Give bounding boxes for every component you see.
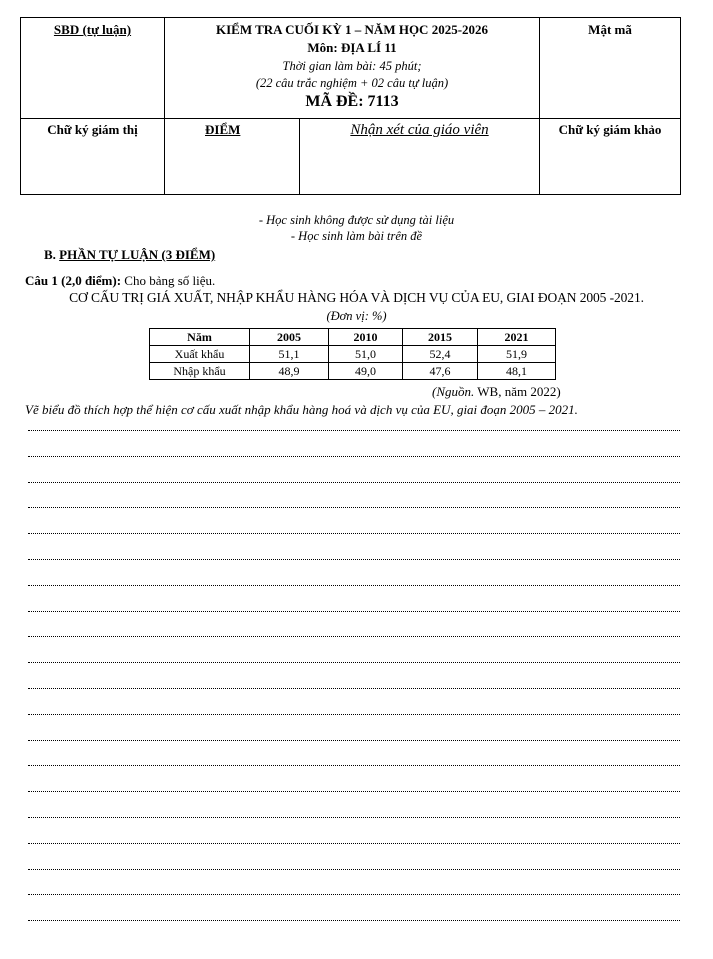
table-header-cell: 2015 bbox=[403, 329, 478, 346]
question-1-task: Vẽ biểu đồ thích hợp thể hiện cơ cấu xuất nhập khẩu hàng hoá và dịch vụ của EU, giai đoạn 2005 – 2021. bbox=[25, 402, 578, 417]
exam-code: MÃ ĐỀ: 7113 bbox=[305, 93, 399, 110]
answer-line bbox=[28, 869, 680, 870]
data-source bbox=[432, 384, 561, 400]
examiner-sign-cell bbox=[540, 119, 681, 195]
table-cell: 47,6 bbox=[403, 363, 478, 380]
data-table-title: CƠ CẤU TRỊ GIÁ XUẤT, NHẬP KHẨU HÀNG HÓA VÀ DỊCH VỤ CỦA EU, GIAI ĐOẠN 2005 -2021. bbox=[69, 290, 644, 305]
answer-line bbox=[28, 740, 680, 741]
table-cell: Nhập khẩu bbox=[150, 363, 250, 380]
teacher-comment-label: Nhận xét của giáo viên bbox=[350, 122, 489, 138]
instruction-1: - Học sinh không được sử dụng tài liệu bbox=[258, 213, 455, 227]
exam-question-count: (22 câu trắc nghiệm + 02 câu tự luận) bbox=[255, 76, 449, 90]
secret-code-cell bbox=[540, 18, 681, 119]
answer-line bbox=[28, 456, 680, 457]
answer-line bbox=[28, 843, 680, 844]
answer-line bbox=[28, 920, 680, 921]
table-header-row bbox=[150, 329, 556, 346]
secret-code-label: Mật mã bbox=[588, 22, 632, 37]
answer-line bbox=[28, 507, 680, 508]
score-cell bbox=[165, 119, 300, 195]
sbd-cell bbox=[21, 18, 165, 119]
answer-line bbox=[28, 791, 680, 792]
answer-line bbox=[28, 533, 680, 534]
answer-line bbox=[28, 688, 680, 689]
instruction-2: - Học sinh làm bài trên đề bbox=[290, 229, 423, 243]
table-cell: 48,1 bbox=[478, 363, 556, 380]
proctor-sign-label: Chữ ký giám thị bbox=[47, 122, 138, 137]
answer-line bbox=[28, 662, 680, 663]
export-import-table bbox=[149, 328, 556, 380]
exam-subject: Môn: ĐỊA LÍ 11 bbox=[307, 40, 397, 55]
question-1-label: Câu 1 (2,0 điểm): bbox=[25, 273, 122, 288]
teacher-comment-cell bbox=[300, 119, 540, 195]
answer-line bbox=[28, 611, 680, 612]
section-prefix: B. bbox=[44, 247, 56, 262]
answer-line bbox=[28, 636, 680, 637]
table-cell: Xuất khẩu bbox=[150, 346, 250, 363]
table-row bbox=[150, 363, 556, 380]
answer-line bbox=[28, 482, 680, 483]
table-header-cell: 2010 bbox=[329, 329, 403, 346]
table-cell: 51,1 bbox=[250, 346, 329, 363]
table-cell: 52,4 bbox=[403, 346, 478, 363]
exam-header-table bbox=[20, 17, 681, 195]
data-table-unit: (Đơn vị: %) bbox=[326, 309, 387, 323]
table-cell: 48,9 bbox=[250, 363, 329, 380]
table-header-cell: 2021 bbox=[478, 329, 556, 346]
answer-line bbox=[28, 714, 680, 715]
answer-line bbox=[28, 817, 680, 818]
question-1-text: Cho bảng số liệu. bbox=[124, 273, 216, 288]
table-header-cell: Năm bbox=[150, 329, 250, 346]
exam-title: KIỂM TRA CUỐI KỲ 1 – NĂM HỌC 2025-2026 bbox=[215, 22, 489, 37]
table-row bbox=[150, 346, 556, 363]
examiner-sign-label: Chữ ký giám khảo bbox=[558, 122, 662, 137]
exam-time: Thời gian làm bài: 45 phút; bbox=[282, 59, 422, 73]
answer-line bbox=[28, 894, 680, 895]
score-label: ĐIỂM bbox=[205, 122, 241, 137]
sbd-label: SBD (tự luận) bbox=[53, 22, 132, 37]
table-cell: 51,0 bbox=[329, 346, 403, 363]
table-cell: 51,9 bbox=[478, 346, 556, 363]
exam-info-cell bbox=[165, 18, 540, 119]
proctor-sign-cell bbox=[21, 119, 165, 195]
data-source-detail: WB, năm 2022) bbox=[477, 384, 561, 399]
question-1-prompt bbox=[25, 273, 215, 289]
answer-line bbox=[28, 559, 680, 560]
data-source-label: (Nguồn. bbox=[432, 384, 475, 399]
answer-line bbox=[28, 765, 680, 766]
section-heading bbox=[44, 247, 215, 263]
section-title: PHẦN TỰ LUẬN (3 ĐIỂM) bbox=[59, 247, 216, 262]
table-cell: 49,0 bbox=[329, 363, 403, 380]
answer-line bbox=[28, 430, 680, 431]
table-header-cell: 2005 bbox=[250, 329, 329, 346]
answer-line bbox=[28, 585, 680, 586]
